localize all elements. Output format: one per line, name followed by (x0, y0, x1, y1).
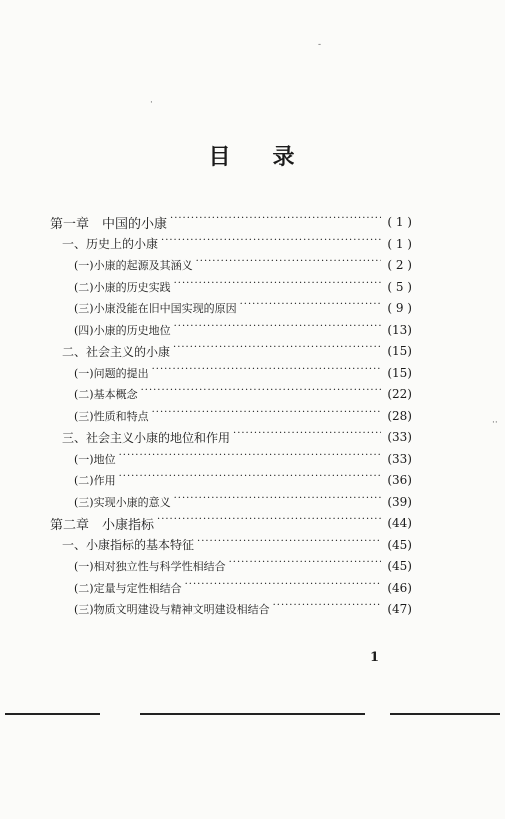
title-char-1: 目 (208, 145, 233, 170)
toc-entry (74, 363, 412, 383)
toc-entry-page: (13) (387, 322, 412, 337)
dot-leader (273, 603, 381, 615)
toc-entry (74, 384, 412, 404)
toc-entry-label: (四)小康的历史地位 (74, 323, 171, 337)
toc-entry-page: (45) (387, 537, 412, 552)
toc-entry (62, 234, 412, 254)
toc-entry-page: ( 1 ) (387, 215, 412, 229)
dot-leader (141, 388, 381, 400)
dot-leader (197, 539, 381, 551)
toc-entry-page: (44) (387, 516, 412, 530)
toc-entry (50, 212, 412, 232)
toc-entry-page: (15) (387, 365, 412, 380)
toc-entry-page: ( 2 ) (387, 258, 412, 272)
scan-speck: - (318, 40, 322, 50)
toc-entry-label: (一)相对独立性与科学性相结合 (74, 560, 226, 573)
toc-entry-label: (一)地位 (74, 452, 116, 466)
dot-leader (174, 281, 381, 293)
toc-entry-page: (33) (387, 430, 412, 444)
toc-entry (74, 449, 412, 469)
toc-entry (74, 556, 412, 576)
bottom-rule-left (5, 713, 100, 715)
toc-entry-label: 第二章 小康指标 (50, 517, 155, 533)
toc-entry (74, 255, 412, 275)
title-char-2: 录 (272, 145, 297, 170)
toc-entry-label: (三)性质和特点 (74, 409, 149, 423)
toc-entry-label: (二)基本概念 (74, 388, 138, 401)
toc-entry (62, 341, 412, 361)
dot-leader (174, 324, 381, 336)
dot-leader (161, 238, 381, 250)
page-title (0, 140, 505, 171)
toc-entry-page: ( 5 ) (387, 279, 412, 294)
toc-entry (74, 277, 412, 297)
toc-entry-page: (36) (387, 473, 412, 487)
dot-leader (152, 367, 381, 379)
toc-entry-label: 第一章 中国的小康 (50, 216, 168, 232)
dot-leader (119, 474, 381, 486)
toc-entry-label: (二)定量与定性相结合 (74, 581, 182, 595)
toc-entry (74, 492, 412, 512)
dot-leader (233, 431, 381, 443)
toc-entry-label: (三)小康没能在旧中国实现的原因 (74, 302, 237, 315)
toc-entry-label: (二)小康的历史实践 (74, 280, 171, 294)
toc-entry (62, 427, 412, 447)
toc-entry-page: (28) (387, 408, 412, 423)
dot-leader (119, 453, 381, 465)
bottom-rule-middle (140, 713, 365, 715)
toc-entry (50, 513, 412, 533)
toc-entry-page: ( 9 ) (387, 301, 412, 315)
toc-entry-label: 一、历史上的小康 (62, 237, 159, 251)
toc-entry-page: (47) (387, 602, 412, 616)
toc-entry-page: (22) (387, 387, 412, 401)
dot-leader (170, 216, 381, 228)
toc-entry-page: (33) (387, 451, 412, 466)
dot-leader (173, 345, 381, 357)
toc-entry (74, 578, 412, 598)
page-number: 1 (370, 650, 380, 665)
dot-leader (185, 582, 381, 594)
toc-entry (74, 599, 412, 619)
toc-entry-label: (一)小康的起源及其涵义 (74, 259, 193, 272)
scan-speck: · (150, 98, 153, 108)
toc-entry-label: (一)问题的提出 (74, 366, 149, 380)
toc-entry-label: (三)物质文明建设与精神文明建设相结合 (74, 603, 270, 616)
toc-entry (74, 406, 412, 426)
toc-entry (74, 320, 412, 340)
dot-leader (240, 302, 381, 314)
toc-entry-label: 二、社会主义的小康 (62, 344, 171, 359)
toc-entry-label: (三)实现小康的意义 (74, 495, 171, 509)
dot-leader (229, 560, 381, 572)
toc-entry (74, 470, 412, 490)
toc-entry (62, 535, 412, 555)
toc-entry-label: (二)作用 (74, 474, 116, 487)
dot-leader (174, 496, 381, 508)
toc-entry-page: (45) (387, 559, 412, 573)
dot-leader (196, 259, 381, 271)
scan-speck: ·· (492, 418, 498, 428)
dot-leader (152, 410, 381, 422)
dot-leader (157, 517, 381, 529)
toc-entry (74, 298, 412, 318)
toc-entry-page: (15) (387, 344, 412, 358)
toc-entry-label: 三、社会主义小康的地位和作用 (62, 430, 231, 445)
bottom-rule-right (390, 713, 500, 715)
toc-entry-label: 一、小康指标的基本特征 (62, 538, 195, 552)
toc-entry-page: (39) (387, 494, 412, 509)
toc-entry-page: (46) (387, 580, 412, 595)
toc-entry-page: ( 1 ) (387, 236, 412, 251)
